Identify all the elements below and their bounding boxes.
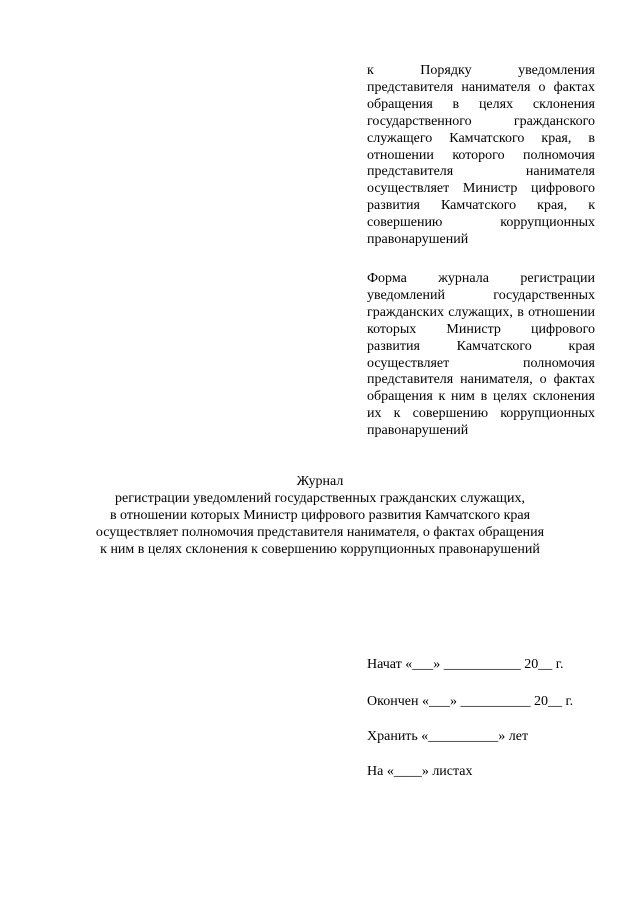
journal-subtitle-line-4: к ним в целях склонения к совершению коррупционных правонарушений bbox=[100, 541, 540, 557]
journal-subtitle-line-2: в отношении которых Министр цифрового развития Камчатского края bbox=[109, 507, 531, 523]
journal-title: Журнал bbox=[296, 474, 344, 489]
journal-heading bbox=[60, 474, 580, 559]
started-date-field: Начат «___» ___________ 20__ г. bbox=[367, 657, 564, 672]
journal-subtitle-line-3: осуществляет полномочия представителя нанимателя, о фактах обращения bbox=[95, 524, 545, 540]
form-caption-text: Форма журнала регистрации уведомлений государственных гражданских служащих, в отношении которых Министр цифрового развития Камчатского края осуществляет полномочия представителя нанимателя, о фактах обращения к ним в целях склонения их к совершению коррупционных правонарушений bbox=[367, 271, 595, 439]
journal-subtitle-line-1: регистрации уведомлений государственных гражданских служащих, bbox=[115, 490, 525, 506]
sheet-count-field: На «____» листах bbox=[367, 764, 473, 779]
appendix-reference-text: к Порядку уведомления представителя нанимателя о фактах обращения в целях склонения государственного гражданского служащего Камчатского края, в отношении которого полномочия представителя нанимателя осуществляет Министр цифрового развития Камчатского края, к совершению коррупционных правонарушений bbox=[367, 63, 595, 248]
storage-period-field: Хранить «__________» лет bbox=[367, 729, 529, 744]
finished-date-field: Окончен «___» __________ 20__ г. bbox=[367, 694, 574, 709]
